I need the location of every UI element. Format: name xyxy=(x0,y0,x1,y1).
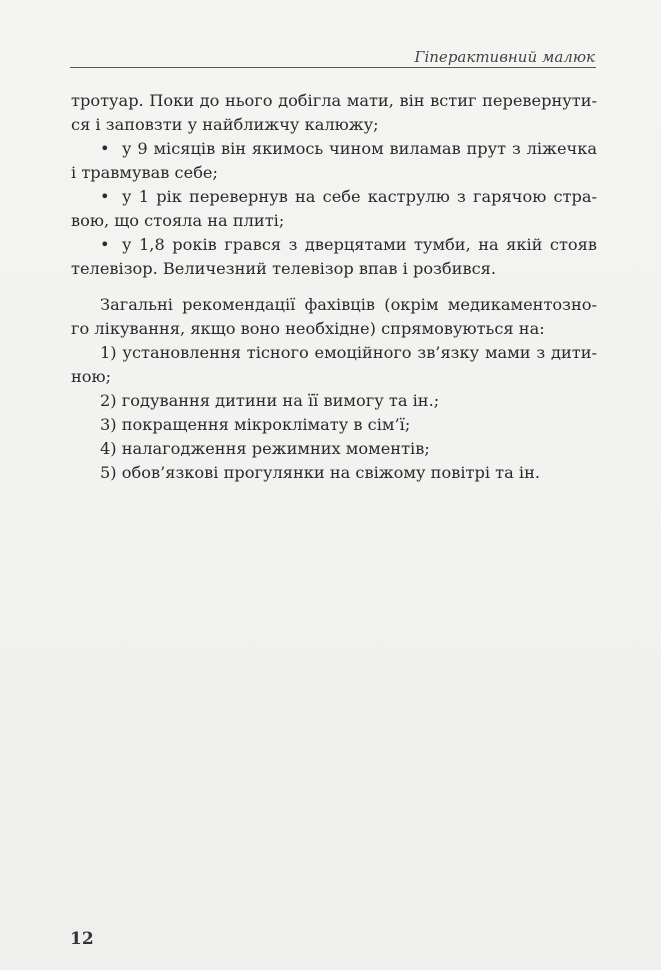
text-line: вою, що стояла на плиті; xyxy=(71,211,285,230)
text-line: тротуар. Поки до нього добігла мати, він встиг перевернути- xyxy=(71,91,597,110)
bullet-text: у 9 місяців він якимось чином виламав прут з ліжечка xyxy=(122,139,597,158)
bullet-icon: • xyxy=(100,139,110,158)
list-item: 1) установлення тісного емоційного зв’язку мами з дити- xyxy=(100,343,597,362)
list-item: 5) обов’язкові прогулянки на свіжому повітрі та ін. xyxy=(100,463,541,482)
paragraph-gap xyxy=(71,281,597,293)
numbered-list xyxy=(71,341,597,485)
text-line: і травмував себе; xyxy=(71,163,218,182)
text-line: Загальні рекомендації фахівців (окрім медикаментозно- xyxy=(100,295,597,314)
bullet-icon: • xyxy=(100,187,110,206)
header-rule xyxy=(70,67,596,68)
running-head-title: Гіперактивний малюк xyxy=(414,48,595,66)
text-line: ся і заповзти у найближчу калюжу; xyxy=(71,115,379,134)
bullet-item xyxy=(71,185,597,233)
list-item: 3) покращення мікроклімату в сім’ї; xyxy=(100,415,411,434)
list-item-continuation: ною; xyxy=(71,367,112,386)
text-line xyxy=(71,233,597,257)
bullet-text: у 1,8 років грався з дверцятами тумби, на якій стояв xyxy=(122,235,597,254)
page-number: 12 xyxy=(70,929,94,949)
list-item: 4) налагодження режимних моментів; xyxy=(100,439,430,458)
bullet-text: у 1 рік перевернув на себе каструлю з гарячою стра- xyxy=(122,187,597,206)
list-item: 2) годування дитини на її вимогу та ін.; xyxy=(100,391,440,410)
page-body xyxy=(71,89,597,485)
bullet-item xyxy=(71,233,597,281)
text-line: го лікування, якщо воно необхідне) спрямовуються на: xyxy=(71,319,545,338)
recommendations-paragraph xyxy=(71,293,597,341)
bullet-item xyxy=(71,137,597,185)
paragraph-continuation xyxy=(71,89,597,137)
text-line: телевізор. Величезний телевізор впав і розбився. xyxy=(71,259,497,278)
bullet-icon: • xyxy=(100,235,110,254)
text-line xyxy=(71,185,597,209)
text-line xyxy=(71,137,597,161)
